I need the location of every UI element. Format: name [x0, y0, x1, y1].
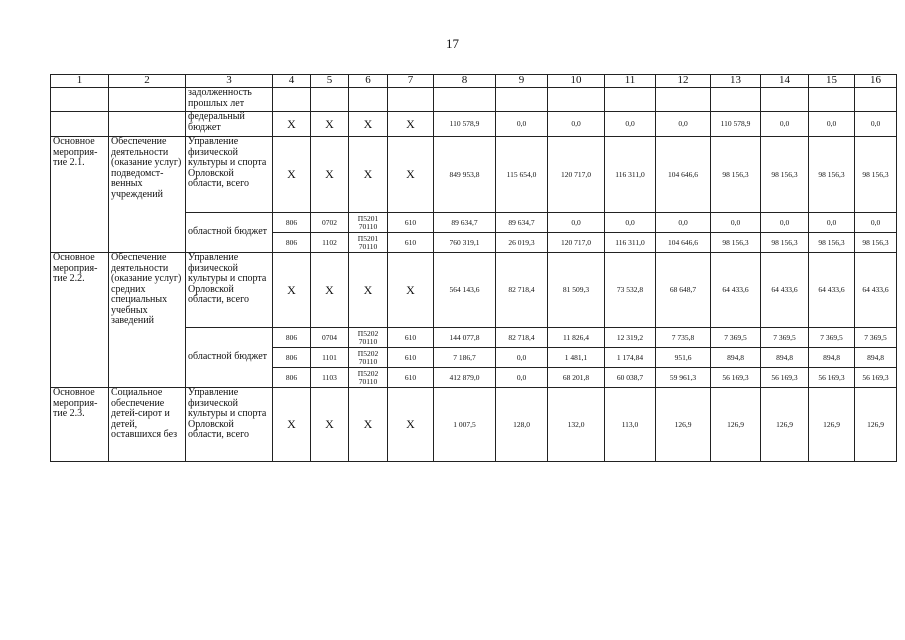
row-label: Управление физической культуры и спорта Орловской области, всего [186, 388, 273, 462]
table-row [51, 388, 897, 462]
col-header: 10 [548, 75, 605, 88]
table-cell: 98 156,3 [711, 137, 761, 213]
table-row [51, 137, 897, 213]
table-cell: 610 [388, 213, 434, 233]
table-cell: 56 169,3 [809, 368, 855, 388]
measure-description: Обеспечение деятельности (оказание услуг) средних специальных учебных заведений [109, 253, 186, 388]
table-cell: 59 961,3 [656, 368, 711, 388]
table-cell: 1 007,5 [434, 388, 496, 462]
col-header: 8 [434, 75, 496, 88]
table-cell: 64 433,6 [855, 253, 897, 328]
table-cell: 894,8 [761, 348, 809, 368]
header-row [51, 75, 897, 88]
table-cell: 104 646,6 [656, 233, 711, 253]
col-header: 2 [109, 75, 186, 88]
table-cell: 849 953,8 [434, 137, 496, 213]
table-cell: 64 433,6 [809, 253, 855, 328]
table-cell: 128,0 [496, 388, 548, 462]
table-cell: 0,0 [761, 213, 809, 233]
col-header: 12 [656, 75, 711, 88]
table-cell: 610 [388, 328, 434, 348]
table-cell: 412 879,0 [434, 368, 496, 388]
table-cell: 0,0 [496, 368, 548, 388]
measure-name: Основное мероприя-тие 2.3. [51, 388, 109, 462]
table-cell: 610 [388, 233, 434, 253]
col-header: 15 [809, 75, 855, 88]
row-label: Управление физической культуры и спорта Орловской области, всего [186, 137, 273, 213]
col-header: 7 [388, 75, 434, 88]
table-cell: 115 654,0 [496, 137, 548, 213]
table-cell: X [311, 112, 349, 137]
table-cell: 126,9 [855, 388, 897, 462]
table-cell: 116 311,0 [605, 137, 656, 213]
table-cell: 610 [388, 368, 434, 388]
table-cell: 1103 [311, 368, 349, 388]
measure-name: Основное мероприя-тие 2.1. [51, 137, 109, 253]
table-cell: 98 156,3 [761, 137, 809, 213]
table-cell: 0702 [311, 213, 349, 233]
table-cell: X [388, 137, 434, 213]
table-cell: П5202 70110 [349, 348, 388, 368]
table-cell: 894,8 [809, 348, 855, 368]
table-cell: 82 718,4 [496, 328, 548, 348]
table-cell: 7 186,7 [434, 348, 496, 368]
table-cell: 0,0 [605, 112, 656, 137]
col-header: 3 [186, 75, 273, 88]
table-cell: 132,0 [548, 388, 605, 462]
table-cell: 126,9 [761, 388, 809, 462]
table-cell: 56 169,3 [711, 368, 761, 388]
table-cell: 0,0 [809, 213, 855, 233]
table-cell: 104 646,6 [656, 137, 711, 213]
table-cell: X [349, 137, 388, 213]
table-cell: X [311, 388, 349, 462]
table-cell: 7 735,8 [656, 328, 711, 348]
row-label: областной бюджет [186, 328, 273, 388]
table-cell: 806 [273, 233, 311, 253]
table-cell: 126,9 [809, 388, 855, 462]
table-cell: 98 156,3 [855, 137, 897, 213]
measure-name: Основное мероприя-тие 2.2. [51, 253, 109, 388]
table-cell: 113,0 [605, 388, 656, 462]
table-cell: 98 156,3 [761, 233, 809, 253]
row-label: областной бюджет [186, 213, 273, 253]
table-cell: 126,9 [711, 388, 761, 462]
table-cell: X [349, 253, 388, 328]
table-cell: 11 826,4 [548, 328, 605, 348]
table-cell: 98 156,3 [711, 233, 761, 253]
row-label: федеральный бюджет [186, 112, 273, 137]
table-cell: 56 169,3 [761, 368, 809, 388]
table-cell: X [273, 112, 311, 137]
table-cell: 89 634,7 [434, 213, 496, 233]
table-cell: 564 143,6 [434, 253, 496, 328]
table-cell: 68 648,7 [656, 253, 711, 328]
table-cell: 1 174,84 [605, 348, 656, 368]
table-cell: X [311, 137, 349, 213]
table-cell: 760 319,1 [434, 233, 496, 253]
table-cell: X [273, 137, 311, 213]
col-header: 5 [311, 75, 349, 88]
table-cell: 110 578,9 [711, 112, 761, 137]
table-cell: 98 156,3 [809, 233, 855, 253]
table-cell: 806 [273, 348, 311, 368]
table-cell: 0,0 [496, 112, 548, 137]
table-row [51, 88, 897, 112]
row-label: Управление физической культуры и спорта Орловской области, всего [186, 253, 273, 328]
col-header: 4 [273, 75, 311, 88]
row-label: задолженность прошлых лет [186, 88, 273, 112]
table-cell: 1 481,1 [548, 348, 605, 368]
table-cell: 0,0 [605, 213, 656, 233]
table-cell: 116 311,0 [605, 233, 656, 253]
table-cell: 0,0 [656, 112, 711, 137]
table-cell: 110 578,9 [434, 112, 496, 137]
table-cell: 144 077,8 [434, 328, 496, 348]
table-cell: 64 433,6 [761, 253, 809, 328]
table-cell: 82 718,4 [496, 253, 548, 328]
table-cell: 0,0 [855, 213, 897, 233]
table-cell: X [388, 253, 434, 328]
col-header: 6 [349, 75, 388, 88]
table-cell: 64 433,6 [711, 253, 761, 328]
table-cell: П5201 70110 [349, 213, 388, 233]
table-cell: 0,0 [548, 112, 605, 137]
measure-description: Социальное обеспечение детей-сирот и детей, оставшихся без [109, 388, 186, 462]
measure-description: Обеспечение деятельности (оказание услуг) подведомст-венных учреждений [109, 137, 186, 253]
table-cell: 0,0 [809, 112, 855, 137]
table-cell: 98 156,3 [809, 137, 855, 213]
table-cell: 81 509,3 [548, 253, 605, 328]
table-cell: X [349, 388, 388, 462]
table-cell: 0,0 [548, 213, 605, 233]
table-cell: X [388, 112, 434, 137]
col-header: 16 [855, 75, 897, 88]
col-header: 9 [496, 75, 548, 88]
table-cell: X [349, 112, 388, 137]
table-row [51, 112, 897, 137]
table-cell: 894,8 [855, 348, 897, 368]
table-cell: 89 634,7 [496, 213, 548, 233]
table-cell: 0,0 [656, 213, 711, 233]
table-cell: П5202 70110 [349, 368, 388, 388]
table-cell: 7 369,5 [809, 328, 855, 348]
table-cell: П5201 70110 [349, 233, 388, 253]
table-cell: 0,0 [855, 112, 897, 137]
table-cell: 7 369,5 [711, 328, 761, 348]
table-cell: 12 319,2 [605, 328, 656, 348]
table-cell: 610 [388, 348, 434, 368]
table-cell: 60 038,7 [605, 368, 656, 388]
table-cell: 120 717,0 [548, 137, 605, 213]
table-cell: 7 369,5 [761, 328, 809, 348]
col-header: 1 [51, 75, 109, 88]
table-cell: X [388, 388, 434, 462]
table-cell: 68 201,8 [548, 368, 605, 388]
table-cell: 98 156,3 [855, 233, 897, 253]
budget-table [50, 74, 897, 462]
table-cell: 894,8 [711, 348, 761, 368]
col-header: 11 [605, 75, 656, 88]
table-cell: 806 [273, 213, 311, 233]
table-cell: 806 [273, 368, 311, 388]
table-row [51, 253, 897, 328]
table-cell: X [311, 253, 349, 328]
table-cell: 7 369,5 [855, 328, 897, 348]
table-cell: 951,6 [656, 348, 711, 368]
table-cell: X [273, 253, 311, 328]
table-cell: 1102 [311, 233, 349, 253]
table-cell: 0,0 [496, 348, 548, 368]
table-cell: 126,9 [656, 388, 711, 462]
table-cell: 806 [273, 328, 311, 348]
col-header: 14 [761, 75, 809, 88]
table-cell: 26 019,3 [496, 233, 548, 253]
table-cell: 1101 [311, 348, 349, 368]
table-cell: 0,0 [761, 112, 809, 137]
page-number: 17 [446, 36, 459, 51]
table-cell: 0,0 [711, 213, 761, 233]
table-cell: 0704 [311, 328, 349, 348]
table-cell: 120 717,0 [548, 233, 605, 253]
table-cell: 73 532,8 [605, 253, 656, 328]
table-cell: П5202 70110 [349, 328, 388, 348]
col-header: 13 [711, 75, 761, 88]
table-cell: X [273, 388, 311, 462]
table-cell: 56 169,3 [855, 368, 897, 388]
